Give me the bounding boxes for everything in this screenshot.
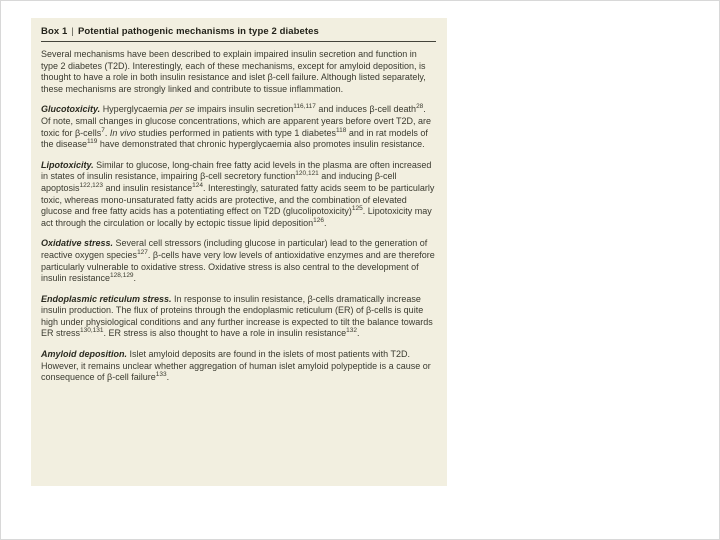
reference-superscript: 28	[416, 103, 424, 111]
reference-superscript: 127	[137, 248, 148, 256]
box-title	[41, 26, 436, 41]
reference-superscript: 7	[101, 126, 105, 134]
box-paragraph: Several mechanisms have been described to explain impaired insulin secretion and function in type 2 diabetes (T2D). Interestingly, each of these mechanisms, except for amyloid deposition, is thought to have a role in both insulin resistance and islet β-cell failure. Although listed separately, these mechanisms are strongly linked and contribute to tissue inflammation.	[41, 49, 426, 94]
reference-superscript: 118	[335, 126, 347, 134]
section-heading: Glucotoxicity.	[41, 104, 103, 115]
reference-superscript: 133	[155, 371, 167, 379]
box-title-separator: |	[71, 26, 74, 37]
box-paragraph: Lipotoxicity. Similar to glucose, long-chain free fatty acid levels in the plasma are often increased in states of insulin resistance, impairing β-cell secretory function$^{120,121}$ and inducing β-cell apoptosis$^{122,123}$ and insulin resistance$^{124}$. Interestingly, saturated fatty acids seem to be particularly toxic, whereas mono-unsaturated fatty acids are protective, and the combination of elevated glucose and free fatty acids has a potentiating effect on T2D (glucolipotoxicity)$^{125}$. Lipotoxicity may act through the circulation or locally by ectopic tissue lipid deposition$^{126}$.	[41, 159, 435, 228]
reference-superscript: 122,123	[79, 181, 104, 189]
reference-superscript: 116,117	[293, 103, 316, 111]
box-paragraph: Oxidative stress. Several cell stressors (including glucose in particular) lead to the generation of reactive oxygen species$^{127}$. β-cells have very low levels of antioxidative enzymes and are therefore particularly vulnerable to oxidative stress. Oxidative stress is also central to the development of insulin resistance$^{128,129}$.	[41, 238, 435, 284]
box-title-text: Potential pathogenic mechanisms in type 2 diabetes	[77, 26, 319, 37]
reference-superscript: 128,129	[110, 272, 134, 280]
reference-superscript: 120,121	[295, 170, 319, 178]
reference-superscript: 124	[192, 181, 203, 189]
reference-superscript: 125	[351, 205, 363, 213]
box-body	[41, 49, 436, 384]
box-paragraph: Glucotoxicity. Hyperglycaemia per se impairs insulin secretion$^{116,117}$ and induces β-cell death$^{28}$. Of note, small changes in glucose concentrations, which are apparent years before overt T2D, are toxic for β-cells$^7$. In vivo studies performed in patients with type 1 diabetes$^{118}$ and in rat models of the disease$^{119}$ have demonstrated that chronic hyperglycaemia also promotes insulin resistance.	[41, 103, 432, 150]
reference-superscript: 119	[87, 138, 98, 146]
section-heading: Endoplasmic reticulum stress.	[41, 293, 175, 304]
reference-superscript: 126	[313, 216, 325, 224]
reference-superscript: 130,131	[80, 327, 104, 335]
box-paragraph: Amyloid deposition. Islet amyloid deposits are found in the islets of most patients with T2D. However, it remains unclear whether aggregation of human islet amyloid polypeptide is a cause or consequence of β-cell failure$^{133}$.	[41, 349, 431, 383]
box-paragraph: Endoplasmic reticulum stress. In response to insulin resistance, β-cells dramatically increase insulin production. The flux of proteins through the endoplasmic reticulum (ER) of β-cells is quite high under physiological conditions and any further increase is expected to tilt the balance towards ER stress$^{130,131}$. ER stress is also thought to have a role in insulin resistance$^{132}$.	[41, 293, 433, 339]
title-rule	[41, 41, 436, 42]
section-heading: Amyloid deposition.	[41, 349, 130, 360]
section-heading: Oxidative stress.	[41, 238, 116, 249]
box-1-pathogenic-mechanisms	[31, 18, 447, 486]
box-label: Box 1	[41, 26, 68, 37]
section-heading: Lipotoxicity.	[41, 159, 97, 170]
reference-superscript: 132	[346, 327, 357, 335]
